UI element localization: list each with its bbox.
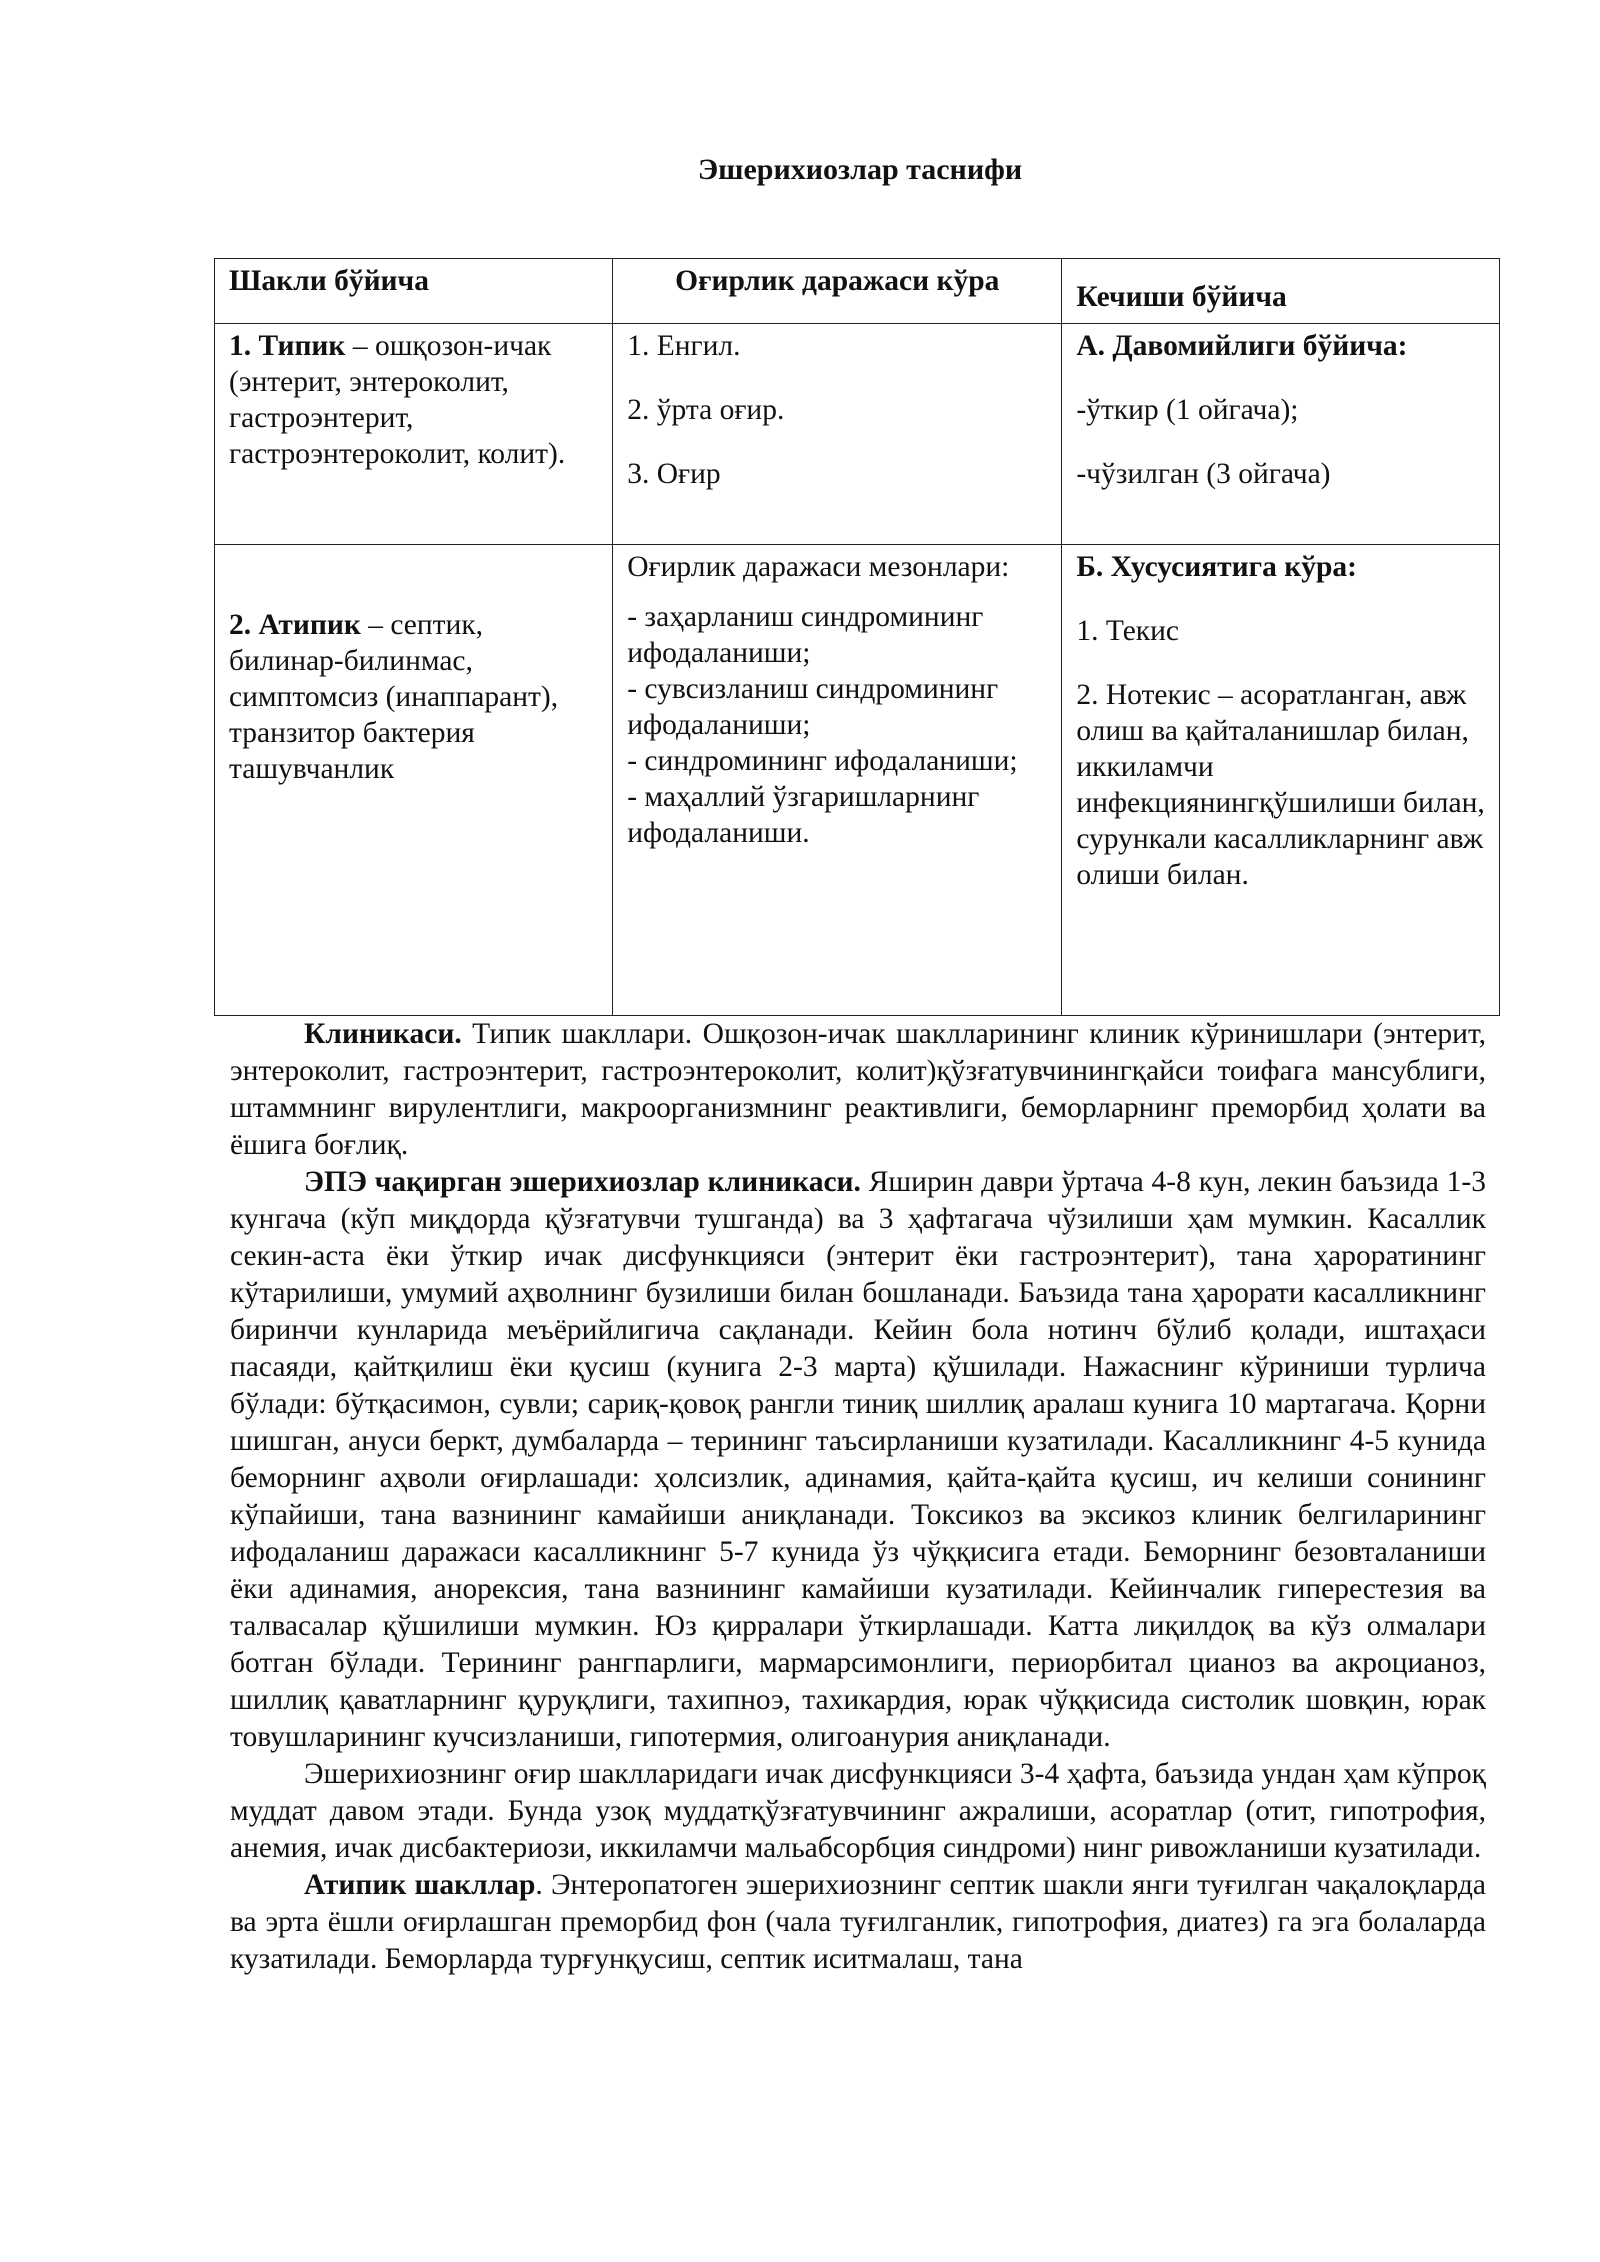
cell-atypical-form <box>215 545 613 1016</box>
typical-description: – ошқозон-ичак (энтерит, энтероколит, гастроэнтерит, гастроэнтероколит, колит). <box>229 330 566 470</box>
paragraph-text: Эшерихиознинг оғир шаклларидаги ичак дисфункцияси 3-4 ҳафта, баъзида ундан ҳам кўпроқ муддат давом этади. Бунда узоқ муддатқўзғатувчининг ажралиши, асоратлар (отит, гипотрофия, анемия, ичак дисбактериози, иккиламчи мальабсорбция синдроми) нинг ривожланиши кузатилади. <box>230 1758 1486 1864</box>
body-text <box>230 1016 1486 1978</box>
cell-severity-criteria <box>613 545 1062 1016</box>
header-course: Кечиши бўйича <box>1062 259 1500 324</box>
duration-item: -ўткир (1 ойгача); <box>1076 394 1299 426</box>
paragraph-epe-clinic <box>230 1164 1486 1756</box>
criteria-line: - заҳарланиш синдромининг ифодаланиши; <box>627 601 984 669</box>
document-title: Эшерихиозлар таснифи <box>697 153 1023 186</box>
cell-severity-levels <box>613 324 1062 545</box>
duration-heading: А. Давомийлиги бўйича: <box>1076 330 1408 362</box>
paragraph-atypical-forms <box>230 1867 1486 1978</box>
criteria-intro: Оғирлик даражаси мезонлари: <box>627 551 1010 583</box>
severity-item: 3. Оғир <box>627 458 721 490</box>
character-item: 1. Текис <box>1076 615 1180 647</box>
character-item: 2. Нотекис – асоратланган, авж олиш ва қайталанишлар билан, иккиламчи инфекциянингқўшилиши билан, сурункали касалликларнинг авж олиши билан. <box>1076 679 1485 891</box>
atypical-description: – септик, билинар-билинмас, симптомсиз (инаппарант), транзитор бактерия ташувчанлик <box>229 609 559 785</box>
cell-character <box>1062 545 1500 1016</box>
cell-typical-form <box>215 324 613 545</box>
cell-duration <box>1062 324 1500 545</box>
table-header-row <box>215 259 1500 324</box>
paragraph-lead: ЭПЭ чақирган эшерихиозлар клиникаси. <box>304 1166 861 1198</box>
criteria-line: - сувсизланиш синдромининг ифодаланиши; <box>627 673 999 741</box>
severity-item: 1. Енгил. <box>627 330 741 362</box>
classification-table <box>214 258 1500 1016</box>
paragraph-text: Типик шакллари. Ошқозон-ичак шаклларининг клиник кўринишлари (энтерит, энтероколит, гастроэнтерит, гастроэнтероколит, колит)қўзғатувчинингқайси тоифага мансублиги, штаммнинг вирулентлиги, макроорганизмнинг реактивлиги, беморларнинг преморбид ҳолати ва ёшига боғлиқ. <box>230 1018 1486 1161</box>
paragraph-text: Яширин даври ўртача 4-8 кун, лекин баъзида 1-3 кунгача (кўп миқдорда қўзғатувчи тушганда) ва 3 ҳафтагача чўзилиши ҳам мумкин. Касаллик секин-аста ёки ўткир ичак дисфункцияси (энтерит ёки гастроэнтерит), тана ҳароратининг кўтарилиши, умумий аҳволнинг бузилиши билан бошланади. Баъзида тана ҳарорати касалликнинг биринчи кунларида меъёрийлигича сақланади. Кейин бола нотинч бўлиб қолади, иштаҳаси пасаяди, қайтқилиш ёки қусиш (кунига 2-3 марта) қўшилади. Нажаснинг кўриниши турлича бўлади: бўтқасимон, сувли; сариқ-қовоқ рангли тиниқ шиллиқ аралаш кунига 10 мартагача. Қорни шишган, ануси беркт, думбаларда – терининг таъсирланиши кузатилади. Касалликнинг 4-5 кунида беморнинг аҳволи оғирлашади: ҳолсизлик, адинамия, қайта-қайта қусиш, ич келиши сонининг кўпайиши, тана вазнининг камайиши аниқланади. Токсикоз ва эксикоз клиник белгиларининг ифодаланиш даражаси касалликнинг 5-7 кунида ўз чўққисига етади. Беморнинг безовталаниши ёки адинамия, анорексия, тана вазнининг камайиши кузатилади. Кейинчалик гиперестезия ва талвасалар қўшилиши мумкин. Юз қирралари ўткирлашади. Катта лиқилдоқ ва кўз олмалари ботган бўлади. Терининг рангпарлиги, мармарсимонлиги, периорбитал цианоз ва акроцианоз, шиллиқ қаватларнинг қуруқлиги, тахипноэ, тахикардия, юрак чўққисида систолик шовқин, юрак товушларининг кучсизланиши, гипотермия, олигоанурия аниқланади. <box>230 1166 1486 1753</box>
table-row <box>215 324 1500 545</box>
paragraph-severe-forms <box>230 1756 1486 1867</box>
severity-item: 2. ўрта оғир. <box>627 394 785 426</box>
paragraph-clinic <box>230 1016 1486 1164</box>
criteria-line: - маҳаллий ўзгаришларнинг ифодаланиши. <box>627 781 980 849</box>
paragraph-lead: Клиникаси. <box>304 1018 462 1050</box>
typical-label: 1. Типик <box>229 330 346 362</box>
table-row <box>215 545 1500 1016</box>
criteria-line: - синдромининг ифодаланиши; <box>627 745 1018 777</box>
header-severity: Оғирлик даражаси кўра <box>613 259 1062 324</box>
paragraph-text: . Энтеропатоген эшерихиознинг септик шакли янги туғилган чақалоқларда ва эрта ёшли оғирлашган преморбид фон (чала туғилганлик, гипотрофия, диатез) га эга болаларда кузатилади. Беморларда турғунқусиш, септик иситмалаш, тана <box>230 1869 1486 1975</box>
header-form: Шакли бўйича <box>215 259 613 324</box>
character-heading: Б. Хусусиятига кўра: <box>1076 551 1357 583</box>
atypical-label: 2. Атипик <box>229 609 361 641</box>
paragraph-lead: Атипик шакллар <box>304 1869 536 1901</box>
duration-item: -чўзилган (3 ойгача) <box>1076 458 1331 490</box>
